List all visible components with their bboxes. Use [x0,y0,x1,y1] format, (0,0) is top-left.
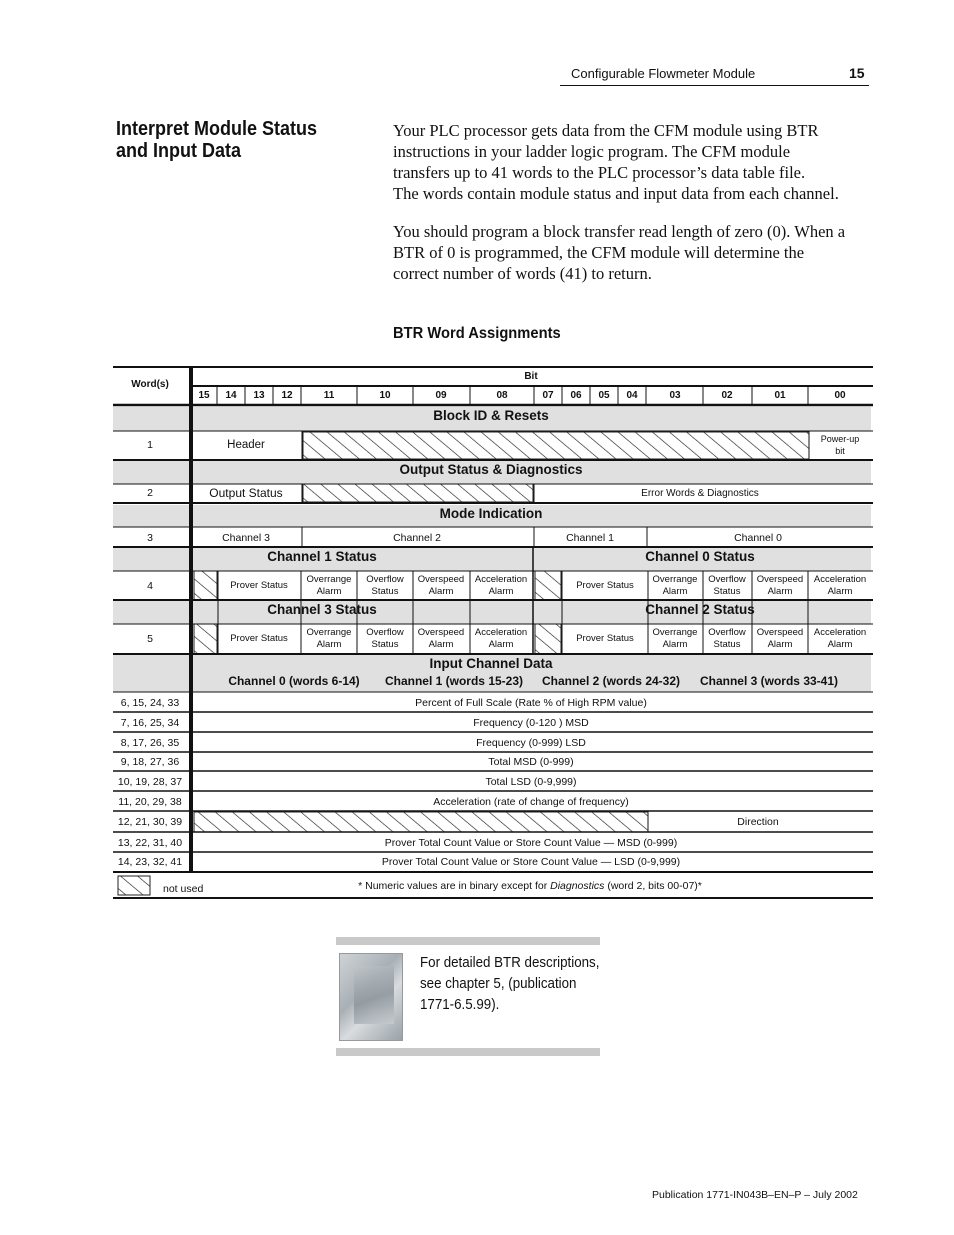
mode-channel-0: Channel 0 [734,532,782,544]
data-row-description: Prover Total Count Value or Store Count Value — LSD (0-9,999) [381,856,681,868]
publication-footer: Publication 1771-IN043B–EN–P – July 2002 [652,1189,858,1201]
acceleration-alarm-field: Acceleration [474,574,528,585]
input-channel-range: Channel 3 (words 33-41) [699,674,839,688]
paragraph-line: instructions in your ladder logic program. The CFM module [393,142,791,161]
input-channel-range: Channel 2 (words 24-32) [541,674,681,688]
section-input-channel-data: Input Channel Data [429,656,553,671]
overrange-alarm-field: Alarm [662,586,688,597]
output-status-field: Output Status [209,486,283,500]
section-channel-2-status: Channel 2 Status [645,602,755,617]
word-number: 5 [147,633,153,645]
prover-status-field: Prover Status [230,580,288,591]
overspeed-alarm-field: Overspeed [756,574,804,585]
bit-header: Bit [524,371,538,382]
overflow-status-field: Overflow [366,627,404,638]
word-number: 3 [147,532,153,544]
mode-channel-1: Channel 1 [566,532,614,544]
input-channel-range: Channel 0 (words 6-14) [228,674,360,688]
note-line: see chapter 5, (publication [420,976,577,992]
error-words-field: Error Words & Diagnostics [641,488,759,499]
bit-label: 05 [598,390,610,401]
data-row-description: Frequency (0-999) LSD [476,737,586,749]
data-row-words: 13, 22, 31, 40 [117,837,183,849]
bit-label: 02 [721,390,733,401]
data-row-description: Frequency (0-120 ) MSD [473,717,589,729]
data-row-words: 14, 23, 32, 41 [117,856,183,868]
data-row-description: Direction [737,816,779,828]
footnote-text: * Numeric values are in binary except for [358,880,551,892]
data-row-description: Total MSD (0-999) [488,756,574,768]
footnote-emphasis: Diagnostics [550,880,605,892]
data-row-words: 9, 18, 27, 36 [120,756,180,768]
bit-label: 15 [198,390,210,401]
overspeed-alarm-field: Alarm [428,639,454,650]
table-footnote [358,880,702,892]
prover-status-field: Prover Status [576,580,634,591]
data-row-description: Percent of Full Scale (Rate % of High RPM value) [415,697,647,709]
section-channel-3-status: Channel 3 Status [267,602,377,617]
bit-label: 00 [834,390,846,401]
overflow-status-field: Overflow [708,627,746,638]
word-number: 4 [147,580,153,592]
bit-label: 11 [323,390,335,401]
acceleration-alarm-field: Alarm [488,586,514,597]
overflow-status-field: Status [371,639,399,650]
section-mode-indication: Mode Indication [439,506,543,521]
table-title: BTR Word Assignments [393,325,561,342]
acceleration-alarm-field: Acceleration [813,574,867,585]
bit-label: 12 [281,390,293,401]
bit-label: 08 [496,390,508,401]
page-number: 15 [849,65,865,81]
data-row-words: 12, 21, 30, 39 [117,816,183,828]
bit-label: 06 [570,390,582,401]
overflow-status-field: Status [371,586,399,597]
data-row-words: 10, 19, 28, 37 [117,776,183,788]
acceleration-alarm-field: Alarm [827,639,853,650]
data-row-words: 6, 15, 24, 33 [120,697,180,709]
mode-channel-3: Channel 3 [222,532,270,544]
note-text [420,953,604,1016]
paragraph-line: Your PLC processor gets data from the CFM module using BTR [393,121,819,140]
paragraph-line: correct number of words (41) to return. [393,264,652,283]
paragraph-line: BTR of 0 is programmed, the CFM module will determine the [393,243,805,262]
paragraph-line: You should program a block transfer read length of zero (0). When a [393,222,846,241]
input-channel-range: Channel 1 (words 15-23) [384,674,524,688]
prover-status-field: Prover Status [230,633,288,644]
section-output-status: Output Status & Diagnostics [399,462,583,477]
note-line: For detailed BTR descriptions, [420,955,600,971]
bit-label: 13 [253,390,265,401]
bit-label: 07 [542,390,554,401]
footnote-text: (word 2, bits 00-07)* [604,880,702,892]
data-row-description: Acceleration (rate of change of frequency) [433,796,629,808]
overrange-alarm-field: Overrange [652,627,698,638]
prover-status-field: Prover Status [576,633,634,644]
section-block-id: Block ID & Resets [433,408,549,423]
section-title: Interpret Module Status and Input Data [116,118,318,162]
overrange-alarm-field: Alarm [662,639,688,650]
overrange-alarm-field: Alarm [316,586,342,597]
powerup-bit-field: Power-up [820,434,860,444]
word-number: 2 [147,487,153,499]
bit-label: 09 [435,390,447,401]
acceleration-alarm-field: Alarm [827,586,853,597]
data-row-words: 8, 17, 26, 35 [120,737,180,749]
note-bottom-bar [336,1048,600,1056]
running-header-title: Configurable Flowmeter Module [571,66,756,81]
legend-not-used: not used [163,883,204,895]
overrange-alarm-field: Overrange [306,627,352,638]
data-row-description: Total LSD (0-9,999) [485,776,577,788]
header-field: Header [227,439,265,451]
overspeed-alarm-field: Overspeed [417,627,465,638]
powerup-bit-field: bit [835,446,845,456]
overflow-status-field: Overflow [708,574,746,585]
overflow-status-field: Status [713,586,741,597]
bit-label: 01 [774,390,786,401]
overflow-status-field: Status [713,639,741,650]
overspeed-alarm-field: Alarm [428,586,454,597]
overflow-status-field: Overflow [366,574,404,585]
overrange-alarm-field: Overrange [652,574,698,585]
reference-note [336,937,600,1056]
word-number: 1 [147,439,153,451]
words-column-header: Word(s) [131,379,169,390]
section-channel-0-status: Channel 0 Status [645,549,755,564]
data-row-description: Prover Total Count Value or Store Count Value — MSD (0-999) [384,837,678,849]
bit-label: 04 [626,390,638,401]
overspeed-alarm-field: Alarm [767,639,793,650]
overspeed-alarm-field: Alarm [767,586,793,597]
section-channel-1-status: Channel 1 Status [267,549,377,564]
acceleration-alarm-field: Alarm [488,639,514,650]
paragraph-line: transfers up to 41 words to the PLC processor’s data table file. [393,163,806,182]
bit-label: 03 [669,390,681,401]
overrange-alarm-field: Overrange [306,574,352,585]
bit-label: 14 [225,390,237,401]
overspeed-alarm-field: Overspeed [417,574,465,585]
mode-channel-2: Channel 2 [393,532,441,544]
paragraph-line: The words contain module status and input data from each channel. [393,184,839,203]
note-line: 1771-6.5.99). [420,997,500,1013]
note-top-bar [336,937,600,945]
data-row-words: 11, 20, 29, 38 [118,796,182,808]
overspeed-alarm-field: Overspeed [756,627,804,638]
data-row-words: 7, 16, 25, 34 [120,717,180,729]
overrange-alarm-field: Alarm [316,639,342,650]
acceleration-alarm-field: Acceleration [813,627,867,638]
bit-label: 10 [379,390,391,401]
publication-cover-thumbnail-icon [339,953,403,1041]
acceleration-alarm-field: Acceleration [474,627,528,638]
